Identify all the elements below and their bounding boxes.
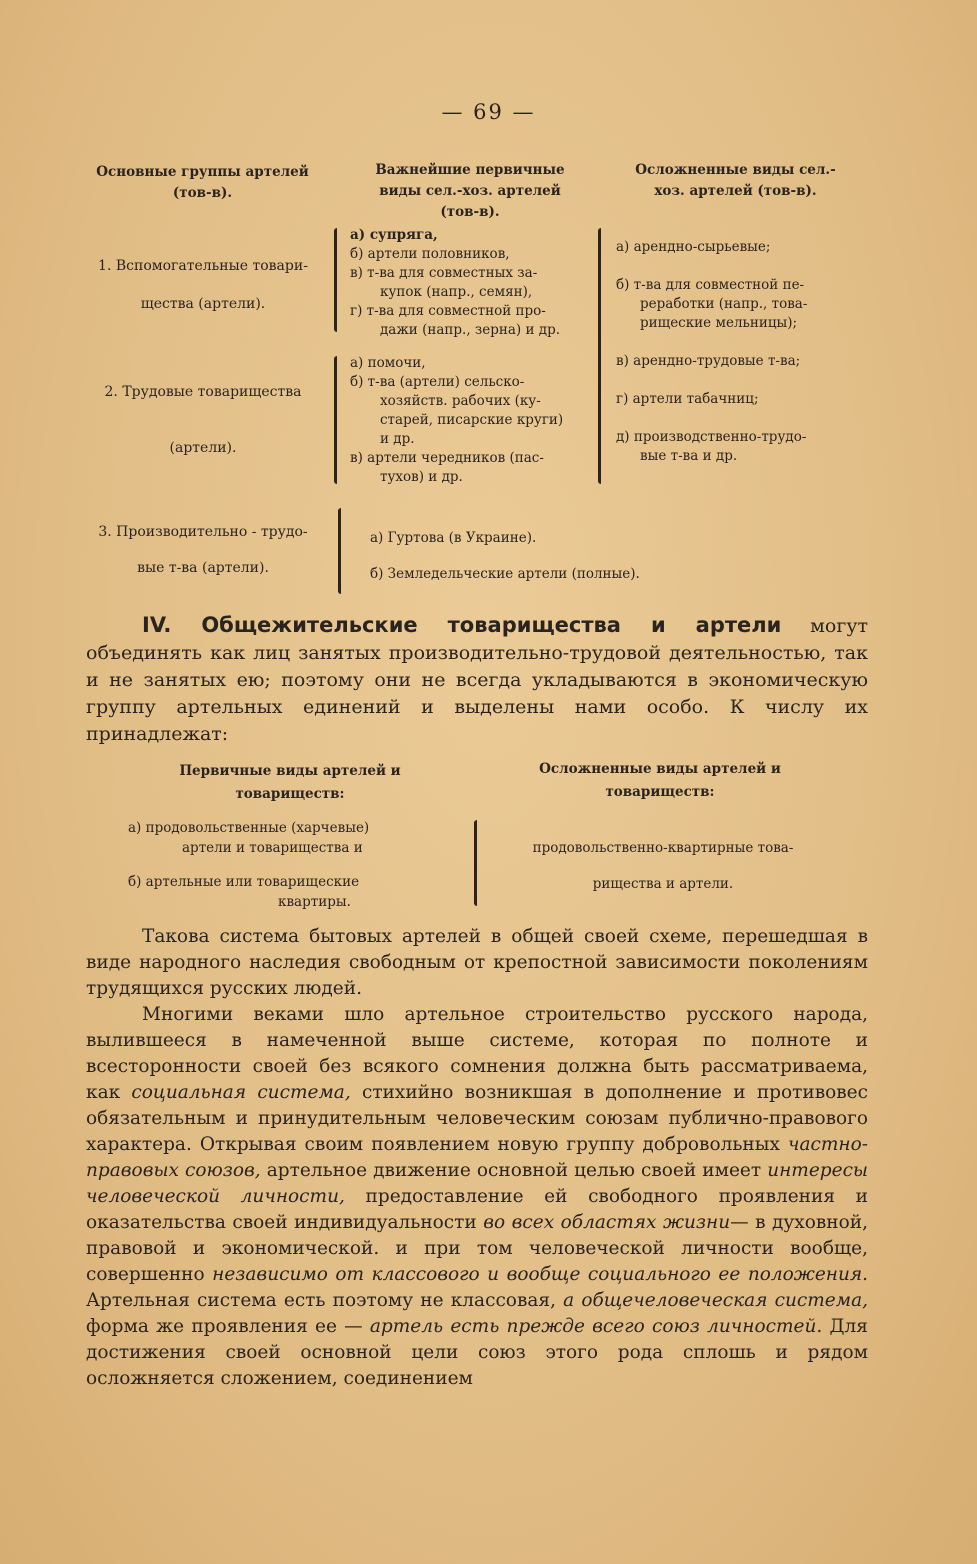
list-item: б) артельные или товарищеские: [128, 874, 360, 890]
text-run: предоставление ей свободного проявления и оказательства своей индивидуальности: [86, 1186, 868, 1233]
text-run: артельное движение основной целью своей имеет: [266, 1160, 762, 1181]
group-3-items: [370, 520, 710, 592]
group-1-name: [72, 254, 334, 316]
section-text: могут объединять как лиц занятых производительно-трудовой деятельностью, так и не занятых ею; поэтому они не всегда укладываются в экономическую группу артельных единений и выделены нами особо. К числу их принадлежат:: [86, 615, 869, 745]
text-run: — в духовной, правовой и экономической. и при том человеческой личности вообще, совершенно: [86, 1212, 868, 1285]
header-groups-line: (тов-в).: [172, 185, 233, 201]
list-item: хозяйств. рабочих (ку-: [380, 393, 541, 409]
list-item: купок (напр., семян),: [380, 284, 533, 300]
list-item: а) супряга,: [350, 227, 438, 243]
text-run: стихийно возникшая в дополнение и противовес обязательным и принудительным человеческим союзам публично-правового характера. Открывая своим появлением новую группу добровольных: [86, 1082, 868, 1155]
text-run: Многими веками шло артельное строительство русского народа, вылившееся в намеченной выше системе, которая по полноте и всесторонности своей без всякого сомнения должна быть рассматриваема, как: [86, 1004, 868, 1103]
group-name-line: (артели).: [169, 440, 237, 456]
group-name-line: 1. Вспомогательные товари-: [98, 258, 308, 274]
page-number: — 69 —: [441, 100, 536, 124]
italic-run: независимо от классового и вообще социального ее положения.: [212, 1264, 868, 1285]
list-item: б) т-ва для совместной пе-: [616, 277, 805, 293]
brace: [598, 228, 604, 484]
group-2-items: [350, 354, 595, 487]
text-run: Для достижения своей основной цели союз этого рода сплошь и рядом осложняется сложением, соединением: [86, 1316, 868, 1389]
table2-primary-items: [128, 818, 448, 912]
list-item: г) артели табачниц;: [616, 391, 759, 407]
brace: [474, 820, 480, 906]
paragraph: [86, 1002, 868, 1392]
list-item: а) Гуртова (в Украине).: [370, 530, 537, 546]
header-primary-line: виды сел.-хоз. артелей: [379, 183, 561, 199]
list-item: г) т-ва для совместной про-: [350, 303, 546, 319]
header-line: Осложненные виды артелей и: [539, 761, 781, 777]
italic-run: частно-правовых союзов,: [86, 1134, 868, 1181]
table2-complex-header: [490, 758, 830, 804]
group-1-items: [350, 226, 595, 340]
table2-complex-items: [498, 830, 828, 902]
header-complex-line: Осложненные виды сел.-: [635, 162, 836, 178]
italic-run: артель есть прежде всего союз личностей.: [369, 1316, 823, 1337]
list-item: а) продовольственные (харчевые): [128, 820, 370, 836]
brace: [334, 356, 340, 484]
list-item: старей, писарские круги): [380, 412, 564, 428]
group-name-line: щества (артели).: [140, 296, 266, 312]
group-name-line: вые т-ва (артели).: [137, 560, 269, 576]
brace: [334, 228, 340, 332]
list-item: и др.: [380, 431, 415, 447]
list-item: в) артели чередников (пас-: [350, 450, 544, 466]
list-item: продовольственно-квартирные това-: [532, 840, 794, 856]
list-item: квартиры.: [278, 894, 351, 910]
header-primary: [340, 160, 600, 223]
brace: [338, 508, 344, 594]
italic-run: интересы человеческой личности,: [86, 1160, 868, 1207]
header-primary-line: (тов-в).: [440, 204, 500, 220]
list-item: а) арендно-сырьевые;: [616, 239, 771, 255]
header-complex-line: хоз. артелей (тов-в).: [654, 183, 817, 199]
list-item: в) арендно-трудовые т-ва;: [616, 353, 801, 369]
table2-primary-header: [130, 760, 450, 806]
list-item: в) т-ва для совместных за-: [350, 265, 538, 281]
list-item: рищеские мельницы);: [640, 315, 798, 331]
text-run: форма же проявления ее —: [86, 1316, 363, 1337]
list-item: д) производственно-трудо-: [616, 429, 807, 445]
header-line: Первичные виды артелей и: [179, 763, 401, 779]
list-item: б) т-ва (артели) сельско-: [350, 374, 525, 390]
paragraph: Такова система бытовых артелей в общей своей схеме, перешедшая в виде народного наследия свободным от крепостной зависимости поколениям трудящихся русских людей.: [86, 926, 868, 999]
list-item: дажи (напр., зерна) и др.: [380, 322, 561, 338]
list-item: б) Земледельческие артели (полные).: [370, 566, 640, 582]
text-run: Артельная система есть поэтому не классовая,: [86, 1290, 556, 1311]
header-line: товариществ:: [235, 786, 345, 802]
body-text: [86, 924, 868, 1392]
section-title: IV. Общежительские товарищества и артели: [142, 613, 782, 637]
list-item: вые т-ва и др.: [640, 448, 738, 464]
list-item: а) помочи,: [350, 355, 426, 371]
header-groups: [70, 162, 335, 204]
header-primary-line: Важнейшие первичные: [375, 162, 565, 178]
list-item: тухов) и др.: [380, 469, 463, 485]
header-complex: [608, 160, 863, 202]
italic-run: а общечеловеческая система,: [563, 1290, 868, 1311]
list-item: б) артели половников,: [350, 246, 510, 262]
group-2-name: [72, 380, 334, 460]
group-name-line: 2. Трудовые товарищества: [104, 384, 302, 400]
group-name-line: 3. Производительно - трудо-: [98, 524, 308, 540]
list-item: реработки (напр., това-: [640, 296, 808, 312]
complex-items: [616, 238, 866, 466]
italic-run: во всех областях жизни: [483, 1212, 731, 1233]
list-item: артели и товарищества и: [182, 840, 363, 856]
group-3-name: [72, 520, 334, 580]
list-item: рищества и артели.: [592, 876, 734, 892]
header-groups-line: Основные группы артелей: [96, 164, 309, 180]
italic-run: социальная система,: [131, 1082, 351, 1103]
header-line: товариществ:: [605, 784, 715, 800]
section-iv: [86, 612, 868, 748]
